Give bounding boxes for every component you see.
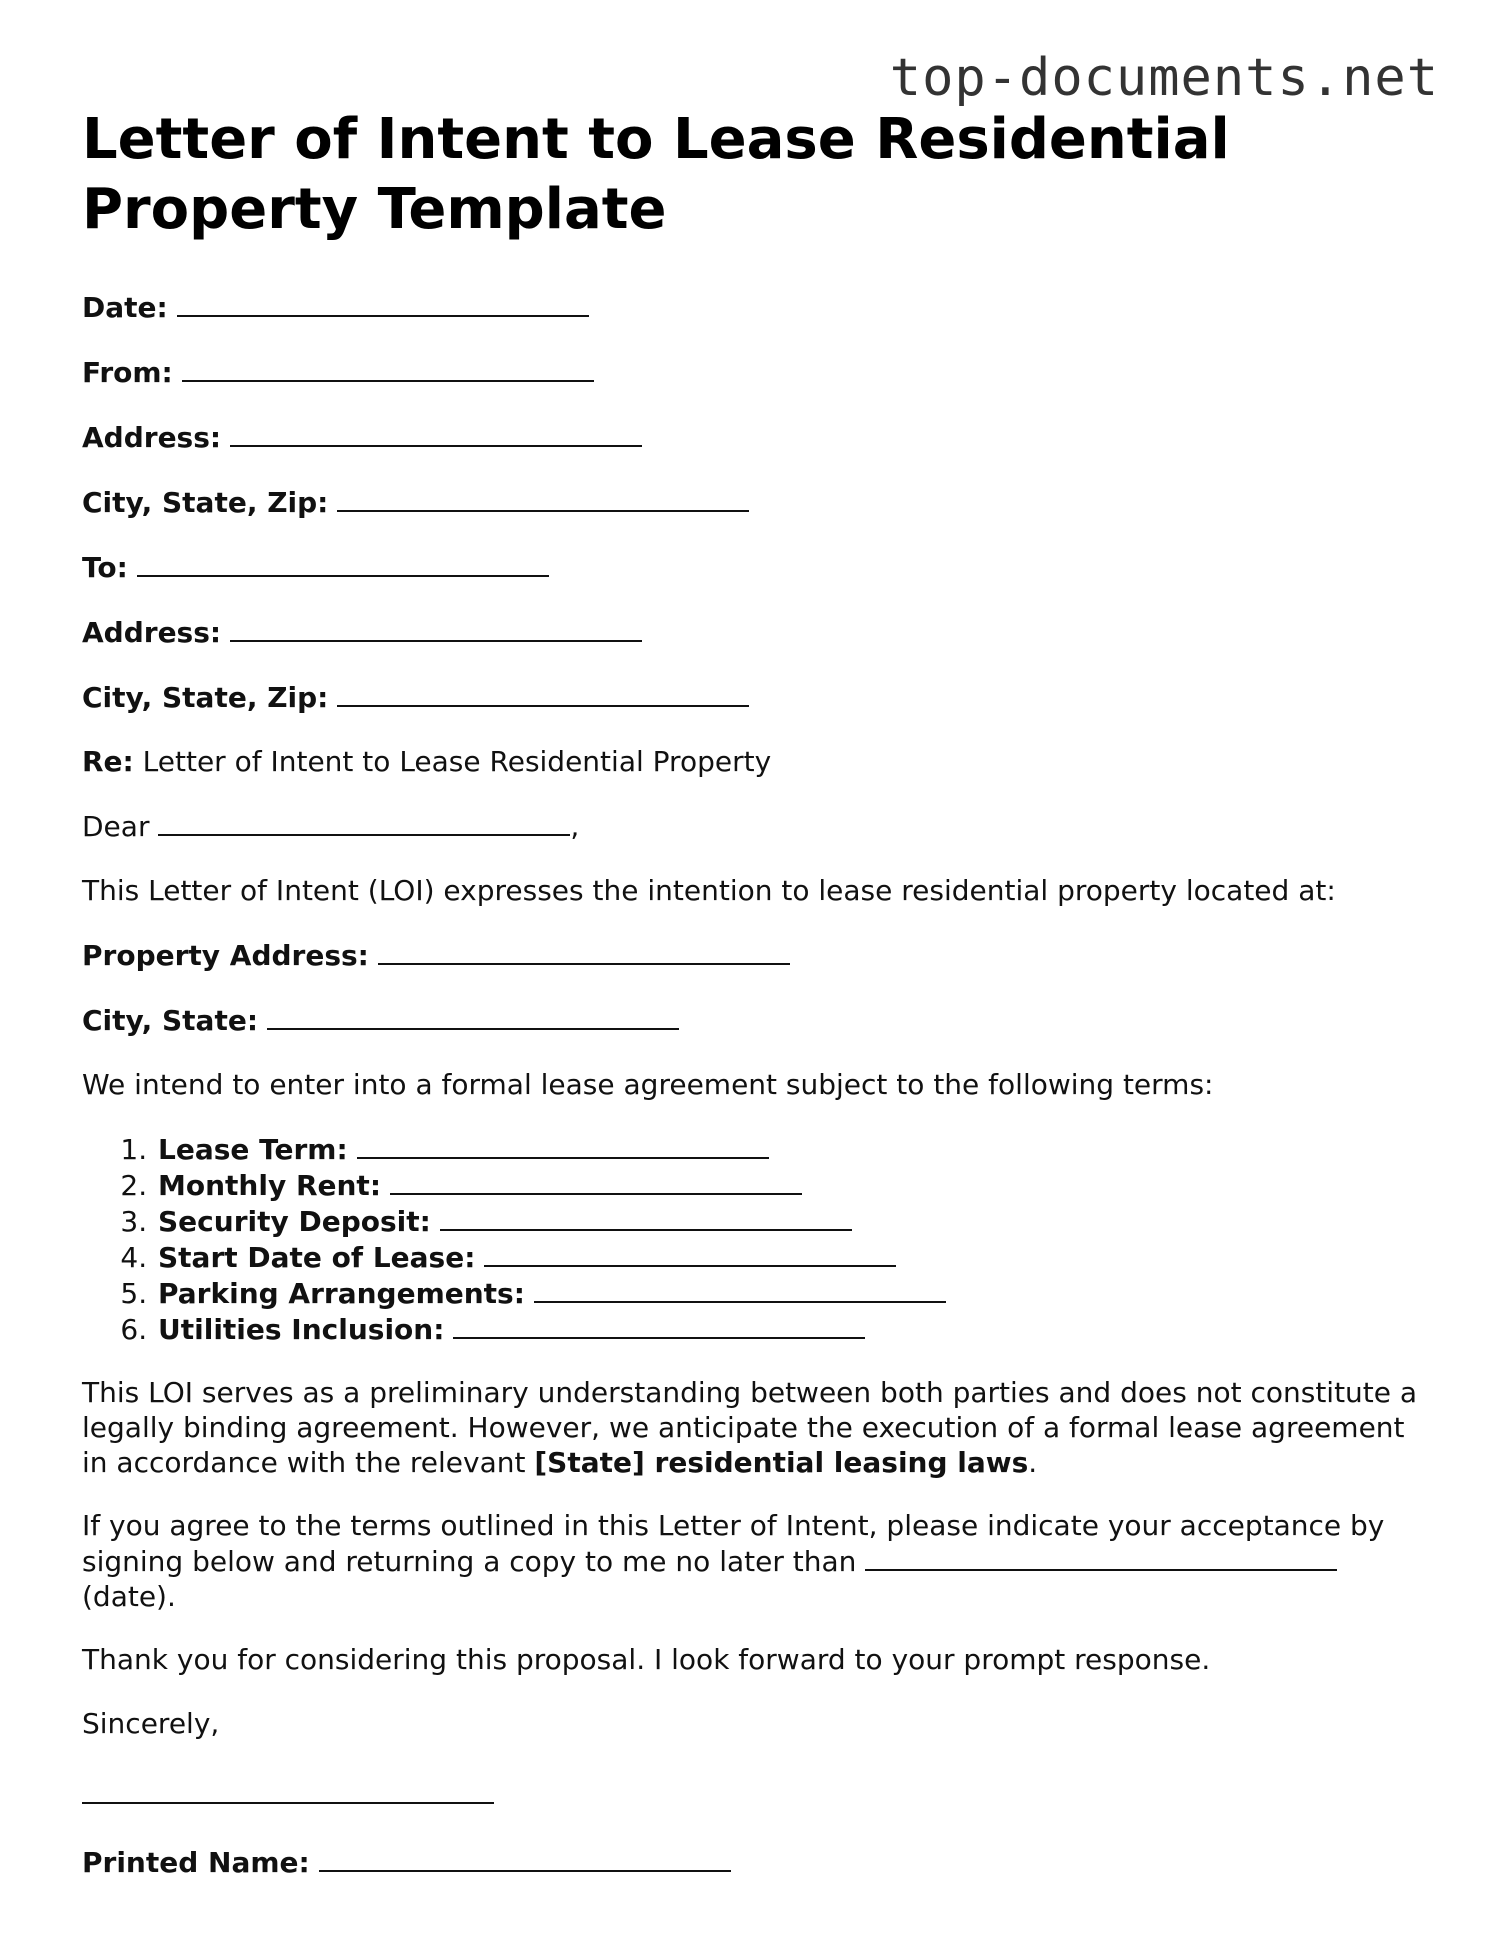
from-address-field bbox=[82, 419, 1422, 456]
salutation-prefix: Dear bbox=[82, 810, 159, 843]
term-item bbox=[156, 1239, 1422, 1275]
property-address-blank[interactable] bbox=[378, 937, 790, 965]
field-label: From: bbox=[82, 356, 173, 389]
utilities-blank[interactable] bbox=[453, 1311, 865, 1339]
to-city-field bbox=[82, 679, 1422, 716]
field-label: Property Address: bbox=[82, 939, 369, 972]
letter-page bbox=[82, 105, 1422, 1909]
terms-intro: We intend to enter into a formal lease agreement subject to the following terms: bbox=[82, 1068, 1214, 1101]
to-address-blank[interactable] bbox=[230, 614, 642, 642]
term-label: Utilities Inclusion: bbox=[158, 1313, 445, 1346]
from-address-blank[interactable] bbox=[230, 419, 642, 447]
field-label: Address: bbox=[82, 421, 222, 454]
from-city-blank[interactable] bbox=[337, 484, 749, 512]
recipient-name-blank[interactable] bbox=[158, 808, 570, 836]
term-label: Security Deposit: bbox=[158, 1205, 431, 1238]
to-field bbox=[82, 549, 1422, 586]
term-item bbox=[156, 1311, 1422, 1347]
disclaimer-text: This LOI serves as a preliminary understanding between both parties and does not constitute a legally binding agreement. However, we anticipate the execution of a formal lease agreement in accordance with the relevant bbox=[82, 1376, 1418, 1479]
intro-text: This Letter of Intent (LOI) expresses the intention to lease residential property located at: bbox=[82, 874, 1336, 907]
deadline-date-blank[interactable] bbox=[865, 1543, 1337, 1571]
monthly-rent-blank[interactable] bbox=[390, 1167, 802, 1195]
term-item bbox=[156, 1203, 1422, 1239]
disclaimer-end: . bbox=[1028, 1446, 1038, 1479]
re-label: Re: bbox=[82, 745, 134, 778]
parking-blank[interactable] bbox=[534, 1275, 946, 1303]
term-label: Monthly Rent: bbox=[158, 1169, 382, 1202]
re-line bbox=[82, 744, 1422, 780]
date-blank[interactable] bbox=[177, 289, 589, 317]
re-text: Letter of Intent to Lease Residential Property bbox=[133, 745, 772, 778]
field-label: To: bbox=[82, 551, 128, 584]
field-label: City, State, Zip: bbox=[82, 681, 329, 714]
watermark: top-documents.net bbox=[889, 48, 1439, 108]
disclaimer-paragraph bbox=[82, 1375, 1422, 1480]
security-deposit-blank[interactable] bbox=[440, 1203, 852, 1231]
from-city-field bbox=[82, 484, 1422, 521]
field-label: Printed Name: bbox=[82, 1846, 310, 1879]
to-address-field bbox=[82, 614, 1422, 651]
start-date-blank[interactable] bbox=[484, 1239, 896, 1267]
property-city-blank[interactable] bbox=[267, 1002, 679, 1030]
field-label: Address: bbox=[82, 616, 222, 649]
property-address-field bbox=[82, 937, 1422, 974]
property-city-field bbox=[82, 1002, 1422, 1039]
acceptance-text: If you agree to the terms outlined in this Letter of Intent, please indicate your acceptance by signing below and returning a copy to me no later than bbox=[82, 1509, 1385, 1578]
to-city-blank[interactable] bbox=[337, 679, 749, 707]
terms-list bbox=[82, 1131, 1422, 1347]
term-item bbox=[156, 1167, 1422, 1203]
term-label: Start Date of Lease: bbox=[158, 1241, 476, 1274]
acceptance-end: (date). bbox=[82, 1580, 176, 1613]
from-blank[interactable] bbox=[182, 354, 594, 382]
field-label: Date: bbox=[82, 291, 168, 324]
acceptance-paragraph bbox=[82, 1508, 1422, 1614]
lease-term-blank[interactable] bbox=[357, 1131, 769, 1159]
salutation-suffix: , bbox=[570, 810, 580, 843]
field-label: City, State: bbox=[82, 1004, 259, 1037]
term-label: Lease Term: bbox=[158, 1133, 348, 1166]
term-label: Parking Arrangements: bbox=[158, 1277, 525, 1310]
date-field bbox=[82, 289, 1422, 326]
printed-name-field bbox=[82, 1844, 1422, 1881]
closing-text: Sincerely, bbox=[82, 1707, 220, 1740]
to-blank[interactable] bbox=[137, 549, 549, 577]
field-label: City, State, Zip: bbox=[82, 486, 329, 519]
signature-line[interactable] bbox=[82, 1770, 494, 1804]
from-field bbox=[82, 354, 1422, 391]
term-item bbox=[156, 1131, 1422, 1167]
salutation bbox=[82, 808, 1422, 845]
disclaimer-bold: [State] residential leasing laws bbox=[534, 1446, 1029, 1479]
term-item bbox=[156, 1275, 1422, 1311]
document-title: Letter of Intent to Lease Residential Property Template bbox=[82, 107, 1230, 242]
printed-name-blank[interactable] bbox=[319, 1844, 731, 1872]
thanks-text: Thank you for considering this proposal. I look forward to your prompt response. bbox=[82, 1643, 1211, 1676]
